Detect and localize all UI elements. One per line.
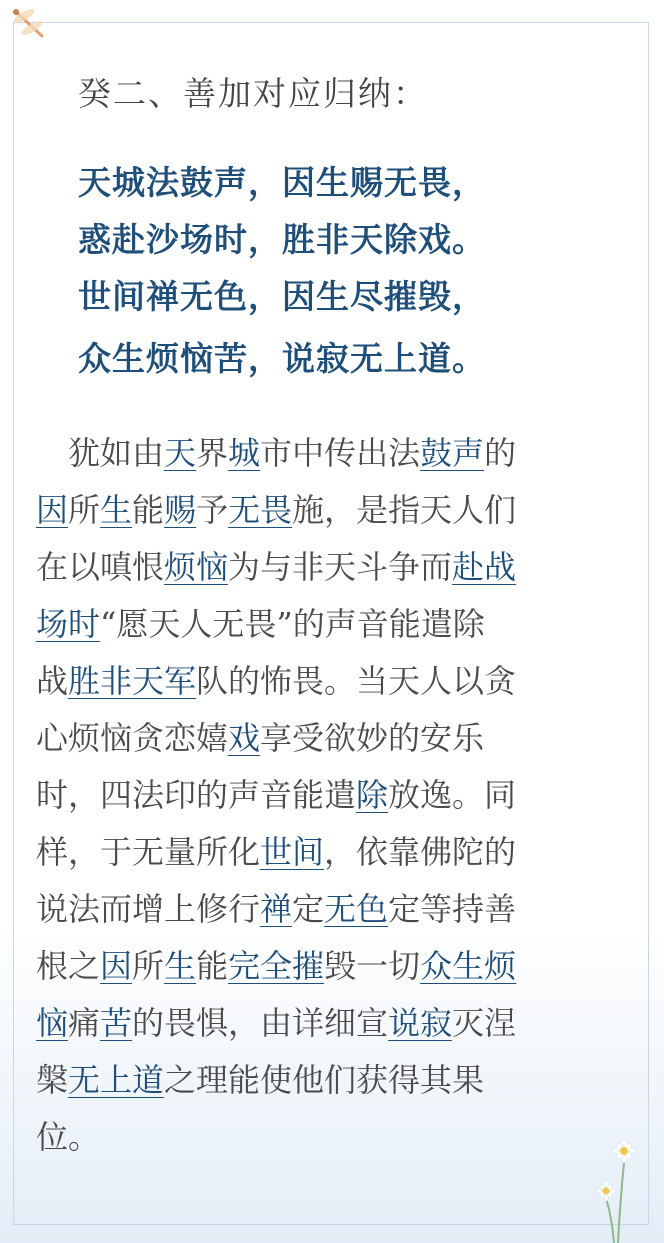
paragraph-text: 犹如由 [36, 434, 165, 472]
paragraph-text: 心烦恼贪恋嬉 [36, 719, 229, 757]
verse-keyword: 生 [164, 947, 197, 985]
verse-keyword: 戏 [228, 719, 261, 757]
verse-keyword: 无畏 [228, 491, 293, 529]
verse-line-2: 惑赴沙场时，胜非天除戏。 [78, 220, 486, 259]
verse-keyword: 无色 [324, 890, 389, 928]
paragraph-text: 市中传出法 [260, 434, 421, 472]
paragraph-text: 样，于无量所化 [36, 833, 261, 871]
paragraph-text: 槃 [36, 1061, 69, 1099]
dragonfly-icon [8, 6, 52, 42]
paragraph-text: 队的怖畏。当天人以贪 [196, 662, 517, 700]
paragraph-line [36, 710, 636, 767]
verse-keyword: 赐 [164, 491, 197, 529]
paragraph-text: 痛 [68, 1004, 101, 1042]
verse-keyword: 胜非天军 [68, 662, 197, 700]
verse-keyword: 烦恼 [164, 548, 229, 586]
verse-keyword: 无上道 [68, 1061, 165, 1099]
verse-keyword: 生 [100, 491, 133, 529]
paragraph-text: 的 [484, 434, 517, 472]
paragraph-text: 所 [68, 491, 101, 529]
verse-keyword: 除 [356, 776, 389, 814]
paragraph-line [36, 425, 636, 482]
paragraph-line [36, 995, 636, 1052]
paragraph-text: 的畏惧，由详细宣 [132, 1004, 389, 1042]
verse-keyword: 恼 [36, 1004, 69, 1042]
paragraph-text: 所 [132, 947, 165, 985]
verse-line-4: 众生烦恼苦，说寂无上道。 [78, 339, 486, 378]
paragraph-text: 施，是指天人们 [292, 491, 517, 529]
paragraph-text: 之理能使他们获得其果 [164, 1061, 485, 1099]
verse-line-3: 世间禅无色，因生尽摧毁， [78, 277, 486, 316]
paragraph-text: 时，四法印的声音能遣 [36, 776, 357, 814]
paragraph-text: 为与非天斗争而 [228, 548, 453, 586]
paragraph-text: 说法而增上修行 [36, 890, 261, 928]
paragraph-text: 定等持善 [388, 890, 517, 928]
paragraph-text: “愿天人无畏”的声音能遣除 [100, 605, 485, 643]
paragraph-text: 战 [36, 662, 69, 700]
paragraph-line [36, 824, 636, 881]
paragraph-text: 毁一切 [324, 947, 421, 985]
verse-keyword: 天 [164, 434, 197, 472]
verse-line-1: 天城法鼓声，因生赐无畏， [78, 163, 486, 202]
paragraph-text: 放逸。同 [388, 776, 517, 814]
verse-keyword: 禅 [260, 890, 293, 928]
paragraph-line [36, 653, 636, 710]
paragraph-line [36, 539, 636, 596]
verse-keyword: 鼓声 [420, 434, 485, 472]
paragraph-text: 能 [132, 491, 165, 529]
paragraph-text: 予 [196, 491, 229, 529]
verse-keyword: 苦 [100, 1004, 133, 1042]
paragraph-text: 定 [292, 890, 325, 928]
paragraph-line [36, 938, 636, 995]
verse-keyword: 场时 [36, 605, 101, 643]
paragraph-line [36, 1109, 636, 1166]
paragraph-text: 享受欲妙的安乐 [260, 719, 485, 757]
paragraph-text: 位。 [36, 1118, 101, 1156]
verse-keyword: 众生烦 [420, 947, 517, 985]
verse-keyword: 城 [228, 434, 261, 472]
paragraph-text: ，依靠佛陀的 [324, 833, 517, 871]
commentary-paragraph [36, 425, 636, 1166]
paragraph-line [36, 482, 636, 539]
paragraph-text: 根之 [36, 947, 101, 985]
verse-keyword: 世间 [260, 833, 325, 871]
paragraph-text: 能 [196, 947, 229, 985]
paragraph-text: 在以嗔恨 [36, 548, 165, 586]
paragraph-line [36, 881, 636, 938]
paragraph-line [36, 596, 636, 653]
verse-keyword: 说寂 [388, 1004, 453, 1042]
verse-keyword: 完全摧 [228, 947, 325, 985]
section-heading: 癸二、善加对应归纳： [78, 74, 428, 113]
flower-icon [584, 1123, 654, 1243]
paragraph-line [36, 767, 636, 824]
paragraph-text: 灭涅 [452, 1004, 517, 1042]
verse-keyword: 因 [100, 947, 133, 985]
paragraph-line [36, 1052, 636, 1109]
verse-keyword: 因 [36, 491, 69, 529]
verse-keyword: 赴战 [452, 548, 517, 586]
paragraph-text: 界 [196, 434, 229, 472]
